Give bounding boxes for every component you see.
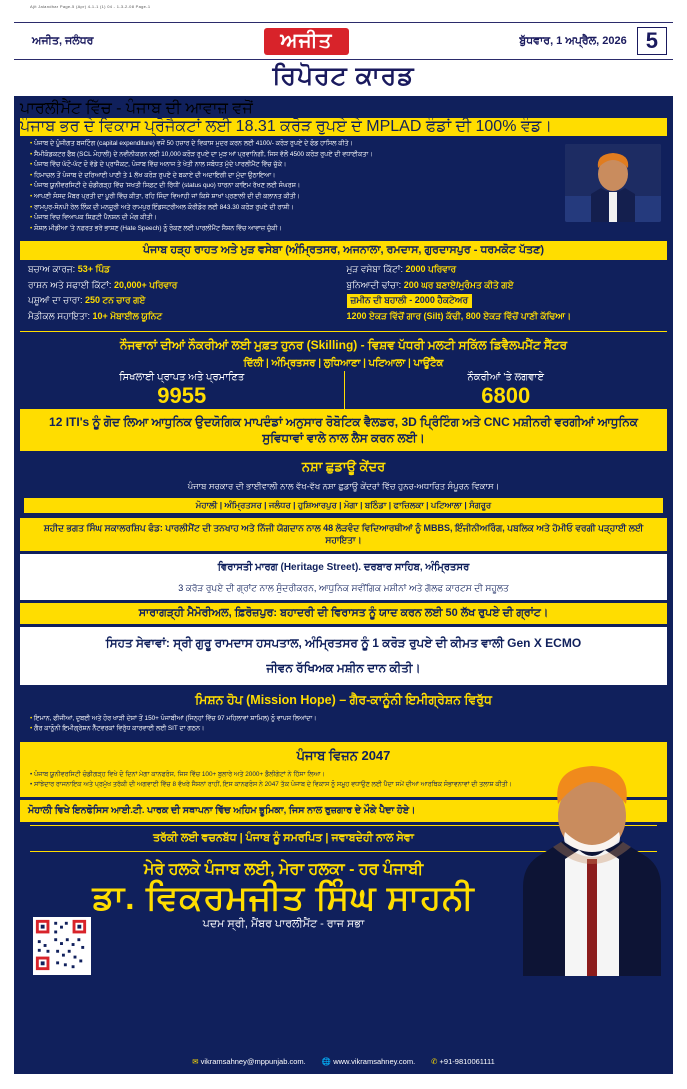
mp-name: ਡਾ. ਵਿਕਰਮਜੀਤ ਸਿੰਘ ਸਾਹਨੀ bbox=[92, 878, 475, 917]
envelope-icon: ✉ bbox=[192, 1057, 199, 1066]
list-item: • ਗੈਰ ਕਾਨੂੰਨੀ ਇਮੀਗ੍ਰੇਸ਼ਨ ਨੈੱਟਵਰਕਾਂ ਵਿਰੁੱਧ ਕਾਰਵਾਈ ਲਈ SIT ਦਾ ਗਠਨ। bbox=[30, 724, 205, 732]
list-item: • ਆਪਣੀ ਸੰਸਦ ਮੈਂਬਰ ਪ੍ਰਤੀ ਦਾ ਪੂਰੀ ਵਿੱਚ ਕੀਤਾ, ਰਹਿ ਜਿੰਦਾ ਵਿਆਹੀ ਜਾਂ ਕਿਸੇ ਸ਼ਾਖਾਂ ਪ੍ਰਣਾਲੀ ਦੀ ਦੀ ਕਲਾਨਤ ਕੀਤੀ। bbox=[30, 193, 301, 201]
section-deaddiction bbox=[20, 454, 667, 551]
mp-designation: ਪਦਮ ਸ੍ਰੀ, ਮੈਂਬਰ ਪਾਰਲੀਮੈਂਟ - ਰਾਜ ਸਭਾ bbox=[202, 918, 365, 931]
list-item: • ਪੰਜਾਬ ਵਿੱਚ ਘੱਟੋ-ਘੱਟ ਦੋ ਵੱਡੇ ਦੇ ਪ੍ਰਾਜੈਕਟ, ਪੰਜਾਬ ਵਿੱਚ ਅਨਾਜ ਤੇ ਖੇਤੀ ਨਾਲ ਸਬੰਧਤ ਮੁੱਦੇ ਪਾਰਲੀਮੈਂਟ ਵਿੱਚ ਚੁੱਕੇ। bbox=[30, 161, 287, 169]
page-title: ਰਿਪੋਰਟ ਕਾਰਡ bbox=[272, 62, 415, 90]
relief-item: 1200 ਏਕੜ ਵਿੱਚੋਂ ਗਾਰ (Silt) ਕੱਢੀ, 800 ਏਕੜ ਵਿੱਚੋਂ ਪਾਣੀ ਕੱਢਿਆ। bbox=[346, 310, 572, 321]
contacts-row bbox=[16, 1051, 671, 1066]
mission-hope-bullets bbox=[20, 711, 667, 736]
list-item: • ਰਾਮਪੁਰ-ਸੋਨਪੀ ਰੇਲ ਲਿੰਕ ਦੀ ਮਨਜੂਰੀ ਅਤੇ ਰਾਮਪੁਰ ਇੰਡਸਟਰੀਅਲ ਕੋਰੀਡੋਰ ਲਈ 843.30 ਕਰੋੜ ਰੁਪਏ ਦੀ ਰਾਸ਼ੀ। bbox=[30, 203, 294, 211]
contact-website[interactable]: 🌐 www.vikramsahney.com. bbox=[321, 1057, 416, 1066]
list-item: • ਇਮਾਨ, ਫੀਜੀਆਂ, ਦੁਬਈ ਅਤੇ ਹੋਰ ਖਾੜੀ ਦੇਸ਼ਾਂ ਤੋਂ 150+ ਪੰਜਾਬੀਆਂ (ਜਿਨ੍ਹਾਂ ਵਿੱਚ 97 ਮਹਿਲਾਵਾਂ ਸ਼ਾਮਿਲ) ਨੂੰ ਵਾਪਸ ਲਿਆਂਦਾ। bbox=[30, 714, 317, 722]
section-parliament bbox=[20, 98, 667, 238]
heritage-heading: ਵਿਰਾਸਤੀ ਮਾਰਗ (Heritage Street). ਦਰਬਾਰ ਸਾਹਿਬ, ਅੰਮ੍ਰਿਤਸਰ bbox=[217, 561, 470, 573]
list-item: • ਪੰਜਾਬ ਵਿਚ ਵਿਆਪਕ ਸ਼ਿਫ਼ਟੀ ਪੈਨਸ਼ਨ ਦੀ ਮੰਗ ਕੀਤੀ। bbox=[30, 214, 157, 222]
vision-heading: ਪੰਜਾਬ ਵਿਜ਼ਨ 2047 bbox=[296, 748, 391, 764]
globe-icon: 🌐 bbox=[321, 1057, 332, 1066]
contact-email[interactable]: ✉ vikramsahney@mppunjab.com. bbox=[192, 1057, 306, 1066]
relief-item: ਮੁੜ ਵਸੇਬਾ ਕਿੱਟਾਂ: 2000 ਪਰਿਵਾਰ bbox=[346, 264, 457, 275]
mission-hope-heading: ਮਿਸ਼ਨ ਹੋਪ (Mission Hope) – ਗੈਰ-ਕਾਨੂੰਨੀ ਇਮੀਗ੍ਰੇਸ਼ਨ ਵਿਰੁੱਧ bbox=[195, 692, 492, 707]
skilling-stats bbox=[20, 371, 667, 408]
list-item: • ਸੈਮੀਕੰਡਕਟਰ ਫੈਬ (SCL ਮੋਹਾਲੀ) ਦੇ ਨਵੀਨੀਕਰਨ ਲਈ 10,000 ਕਰੋੜ ਰੁਪਏ ਦਾ ਮੁੜ ਆਂ ਪ੍ਰਵਾਨਿਗੀ, ਜਿਸ ਵੱਲੋਂ 4500 ਕਰੋੜ ਰੁਪਏ ਦੀ ਵਧਾਈਕਤਾ। bbox=[30, 150, 373, 158]
masthead-date: ਬੁੱਧਵਾਰ, 1 ਅਪ੍ਰੈਲ, 2026 bbox=[519, 34, 627, 47]
deaddiction-cities: ਮੋਹਾਲੀ | ਅੰਮ੍ਰਿਤਸਰ | ਜਲੰਧਰ | ਹੁਸ਼ਿਆਰਪੁਰ | ਮੋਗਾ | ਬਠਿੰਡਾ | ਫਾਜ਼ਿਲਕਾ | ਪਟਿਆਲਾ | ਸੰਗਰੂਰ bbox=[24, 498, 663, 513]
list-item: • ਪੰਜਾਬ ਦੇ ਪੂੰਜੀਗਤ ਬਜਟਿੰਗ (capital expenditure) ਵਜੋਂ 50 ਹਜ਼ਾਰ ਦੇ ਵਿਕਾਸ ਮੁਦਰ ਕਰਨ ਲਈ 4100/- ਕਰੋੜ ਰੁਪਏ ਦੇ ਫੰਡ ਹਾਸਿਲ ਕੀਤੇ। bbox=[30, 140, 353, 147]
heritage-line: 3 ਕਰੋੜ ਰੁਪਏ ਦੀ ਗ੍ਰਾਂਟ ਨਾਲ ਸੁੰਦਰੀਕਰਨ, ਆਧੁਨਿਕ ਸਵੀਂਗਿਕ ਮਸ਼ੀਨਾਂ ਅਤੇ ਗੋਲਫ ਕਾਰਟਸ ਦੀ ਸਹੂਲਤ bbox=[178, 582, 509, 593]
section-deaddiction-heading: ਨਸ਼ਾ ਛੁਡਾਊ ਕੇਂਦਰ bbox=[301, 459, 386, 475]
ajit-logo: ਅਜੀਤ bbox=[264, 28, 348, 55]
health-line-1: ਸਿਹਤ ਸੇਵਾਵਾਂ: ਸ੍ਰੀ ਗੁਰੂ ਰਾਮਦਾਸ ਹਸਪਤਾਲ, ਅੰਮ੍ਰਿਤਸਰ ਨੂੰ 1 ਕਰੋੜ ਰੁਪਏ ਦੀ ਕੀਮਤ ਵਾਲੀ Gen X ECMO bbox=[105, 636, 582, 651]
relief-item-highlight: ਜ਼ਮੀਨ ਦੀ ਬਹਾਲੀ - 2000 ਹੈਕਟੇਅਰ bbox=[347, 294, 660, 308]
skilling-placed-value: 6800 bbox=[481, 383, 531, 409]
list-item: • ਪੰਜਾਬ ਯੂਨੀਵਰਸਿਟੀ ਚੰਡੀਗੜ੍ਹ ਵਿਖੇ ਦੋ ਦਿਨਾਂ ਮੇਗਾ ਕਾਨਫਰੰਸ, ਜਿਸ ਵਿੱਚ 100+ ਬੁਲਾਰੇ ਅਤੇ 2000+ ਡੈਲੀਗੇਟਾਂ ਨੇ ਹਿੱਸਾ ਲਿਆ। bbox=[30, 771, 325, 779]
phone-icon: ✆ bbox=[431, 1057, 438, 1066]
section-flood-relief bbox=[20, 241, 667, 328]
saragarhi-line: ਸਾਰਾਗੜ੍ਹੀ ਮੈਮੋਰੀਅਲ, ਫ਼ਿਰੋਜ਼ਪੁਰ: ਬਹਾਦਰੀ ਦੀ ਵਿਰਾਸਤ ਨੂੰ ਯਾਦ ਕਰਨ ਲਈ 50 ਲੱਖ ਰੁਪਏ ਦੀ ਗ੍ਰਾਂਟ। bbox=[20, 603, 667, 624]
skilling-trained-label: ਸਿਖਲਾਈ ਪ੍ਰਾਪਤ ਅਤੇ ਪ੍ਰਮਾਣਿਤ bbox=[119, 372, 245, 384]
mp-portrait bbox=[517, 746, 667, 976]
relief-item: ਰਾਸ਼ਨ ਅਤੇ ਸਫਾਈ ਕਿੱਟਾਂ: 20,000+ ਪਰਿਵਾਰ bbox=[28, 279, 178, 290]
advertisement-panel bbox=[14, 96, 673, 1074]
skilling-cities: ਦਿੱਲੀ | ਅੰਮ੍ਰਿਤਸਰ | ਲੁਧਿਆਣਾ | ਪਟਿਆਲਾ | ਪਾਊਂਟੈਕ bbox=[243, 358, 444, 370]
masthead-edition: ਅਜੀਤ, ਜਲੰਧਰ bbox=[32, 34, 94, 47]
relief-item: ਮੈਡੀਕਲ ਸਹਾਇਤਾ: 10+ ਮੋਬਾਈਲ ਯੂਨਿਟ bbox=[28, 310, 163, 321]
relief-item: ਬਚਾਅ ਕਾਰਜ: 53+ ਪਿੰਡ bbox=[28, 264, 111, 275]
list-item: • ਹਿਮਾਚਲ ਤੋਂ ਪੰਜਾਬ ਦੇ ਦਰਿਆਈ ਪਾਣੀ ਤੇ 1 ਲੱਖ ਕਰੋੜ ਰੁਪਏ ਦੇ ਬਕਾਏ ਦੀ ਅਦਾਇਗੀ ਦਾ ਮੁੱਦਾ ਉਠਾਇਆ। bbox=[30, 171, 276, 179]
list-item: • ਪੰਜਾਬ ਯੂਨੀਵਰਸਿਟੀ ਦੇ ਚੰਡੀਗੜ੍ਹ ਵਿੱਚ 'ਸਖਤੀ ਸ਼ਿਫ਼ਟ ਦੀ ਰਿੱਧੀ' (status quo) ਧਾਰਨਾ ਕਾਇਮ ਰੱਖਣ ਲਈ ਸੰਘਰਸ਼। bbox=[30, 182, 301, 190]
masthead bbox=[14, 22, 673, 60]
qr-code[interactable] bbox=[32, 916, 92, 976]
scholarship-note: ਸ਼ਹੀਦ ਭਗਤ ਸਿੰਘ ਸਕਾਲਰਸ਼ਿਪ ਫੰਡ: ਪਾਰਲੀਮੈਂਟ ਦੀ ਤਨਖਾਹ ਅਤੇ ਨਿੱਜੀ ਯੋਗਦਾਨ ਨਾਲ 48 ਲੋੜਵੰਦ ਵਿਦਿਆਰਥੀਆਂ ਨੂੰ MBBS, ਇੰਜੀਨੀਅਰਿੰਗ, ਪਬਲਿਕ ਅਤੇ ਹੋਮੀਓ ਵਰਗੀ ਪੜ੍ਹਾਈ ਲਈ ਸਹਾਇਤਾ। bbox=[20, 518, 667, 551]
skilling-trained-value: 9955 bbox=[157, 383, 207, 409]
slogan: ਮੇਰੇ ਹਲਕੇ ਪੰਜਾਬ ਲਈ, ਮੇਰਾ ਹਲਕਾ - ਹਰ ਪੰਜਾਬੀ bbox=[143, 860, 424, 878]
flood-relief-grid bbox=[20, 260, 667, 328]
list-item: • ਸ਼ੋਸ਼ਲ ਮੀਡੀਆ 'ਤੇ ਨਫ਼ਰਤ ਭਰੇ ਭਾਸ਼ਣ (Hate Speech) ਨੂੰ ਰੋਕਣ ਲਈ ਪਾਰਲੀਮੈਂਟ ਸੈਸ਼ਨ ਵਿੱਚ ਆਵਾਜ਼ ਚੁੱਕੀ। bbox=[30, 224, 282, 232]
section-parliament-heading: ਪਾਰਲੀਮੈਂਟ ਵਿੱਚ - ਪੰਜਾਬ ਦੀ ਆਵਾਜ਼ ਵਜੋਂ bbox=[20, 100, 253, 117]
mplad-highlight: ਪੰਜਾਬ ਭਰ ਦੇ ਵਿਕਾਸ ਪ੍ਰੋਜੈਕਟਾਂ ਲਈ 18.31 ਕਰੋੜ ਰੁਪਏ ਦੇ MPLAD ਫੰਡਾਂ ਦੀ 100% ਵੰਡ। bbox=[20, 118, 667, 136]
list-item: • ਸਾਂਝੇਦਾਰ ਰਾਜਨਾਇਕ ਅਤੇ ਪ੍ਰਮੁੱਖ ਤਰੱਕੀ ਦੀ ਅਗਵਾਈ ਵਿੱਚ 8 ਵੱਖਰੇ ਸੈਸ਼ਨਾਂ ਰਾਹੀਂ, ਇਸ ਕਾਨਫਰੰਸ ਨੇ 2047 ਤੱਕ ਪੰਜਾਬ ਦੇ ਵਿਕਾਸ ਨੂੰ ਸਮੂਹ ਵਧਾਉਣ ਲਈ ਪੈਦਾ ਸਮੇਂ ਦੀਆਂ ਆਰਥਿਕ ਸੰਭਾਵਨਾਵਾਂ ਦੀ ਤਲਾਸ਼ ਕੀਤੀ। bbox=[30, 780, 512, 788]
section-heritage-street bbox=[20, 554, 667, 601]
infosys-line: ਮੋਹਾਲੀ ਵਿਖੇ ਇਨਫੋਸਿਸ ਆਈ.ਟੀ. ਪਾਰਕ ਦੀ ਸਥਾਪਨਾ ਵਿੱਚ ਅਹਿਮ ਭੂਮਿਕਾ, ਜਿਸ ਨਾਲ ਰੁਜ਼ਗਾਰ ਦੇ ਮੌਕੇ ਪੈਦਾ ਹੋਏ। bbox=[20, 800, 667, 821]
relief-item: ਪਸ਼ੂਆਂ ਦਾ ਚਾਰਾ: 250 ਟਨ ਚਾਰ ਗਏ bbox=[28, 295, 146, 306]
print-registration-marks: Ajit Jalandhar Page-5 (Apr) 4-1-1 (1) 04 - 1-3-2-08 Page-1 bbox=[30, 4, 151, 9]
skilling-placed-label: ਨੌਕਰੀਆਂ 'ਤੇ ਲਗਵਾਏ bbox=[467, 372, 545, 384]
contact-phone[interactable]: ✆ +91-9810061111 bbox=[431, 1057, 495, 1066]
tagline: ਤਰੱਕੀ ਲਈ ਵਚਨਬੱਧ | ਪੰਜਾਬ ਨੂੰ ਸਮਰਪਿਤ | ਜਵਾਬਦੇਹੀ ਨਾਲ ਸੇਵਾ bbox=[153, 831, 414, 844]
section-saragarhi bbox=[20, 603, 667, 624]
section-health bbox=[20, 627, 667, 685]
section-flood-heading: ਪੰਜਾਬ ਹੜ੍ਹ ਰਾਹਤ ਅਤੇ ਮੁੜ ਵਸੇਬਾ (ਅੰਮ੍ਰਿਤਸਰ, ਅਜਨਾਲਾ, ਰਮਦਾਸ, ਗੁਰਦਾਸਪੁਰ - ਧਰਮਕੋਟ ਪੱਤਣ) bbox=[20, 241, 667, 260]
iti-note: 12 ITI's ਨੂੰ ਗੋਦ ਲਿਆ ਆਧੁਨਿਕ ਉਦਯੋਗਿਕ ਮਾਪਦੰਡਾਂ ਅਨੁਸਾਰ ਰੋਬੋਟਿਕ ਵੈਲਡਰ, 3D ਪ੍ਰਿੰਟਿੰਗ ਅਤੇ CNC ਮਸ਼ੀਨਰੀ ਵਰਗੀਆਂ ਆਧੁਨਿਕ ਸੁਵਿਧਾਵਾਂ ਵਾਲੇ ਨਾਲ ਲੈਸ ਕਰਨ ਲਈ। bbox=[20, 409, 667, 451]
health-line-2: ਜੀਵਨ ਰੱਖਿਅਕ ਮਸ਼ੀਨ ਦਾਨ ਕੀਤੀ। bbox=[266, 661, 421, 676]
deaddiction-line: ਪੰਜਾਬ ਸਰਕਾਰ ਦੀ ਭਾਈਵਾਲੀ ਨਾਲ ਵੱਖ-ਵੱਖ ਨਸ਼ਾ ਛੁਡਾਊ ਕੇਂਦਰਾਂ ਵਿੱਚ ਹੁਨਰ-ਅਧਾਰਿਤ ਸੰਪੂਰਨ ਵਿਕਾਸ। bbox=[187, 481, 500, 492]
section-skilling-heading: ਨੌਜਵਾਨਾਂ ਦੀਆਂ ਨੌਕਰੀਆਂ ਲਈ ਮੁਫ਼ਤ ਹੁਨਰ (Skilling) - ਵਿਸ਼ਵ ਪੱਧਰੀ ਮਲਟੀ ਸਕਿੱਲ ਡਿਵੈਲਪਮੈਂਟ ਸੈਂਟਰ bbox=[119, 338, 568, 353]
page-number: 5 bbox=[637, 27, 667, 55]
mp-parliament-photo bbox=[565, 144, 661, 222]
relief-item: ਬੁਨਿਆਦੀ ਢਾਂਚਾ: 200 ਘਰ ਬਣਾਏ/ਮੁਰੰਮਤ ਕੀਤੇ ਗਏ bbox=[346, 279, 514, 290]
masthead-right bbox=[519, 27, 673, 55]
section-skilling bbox=[20, 331, 667, 451]
section-mission-hope bbox=[20, 688, 667, 739]
